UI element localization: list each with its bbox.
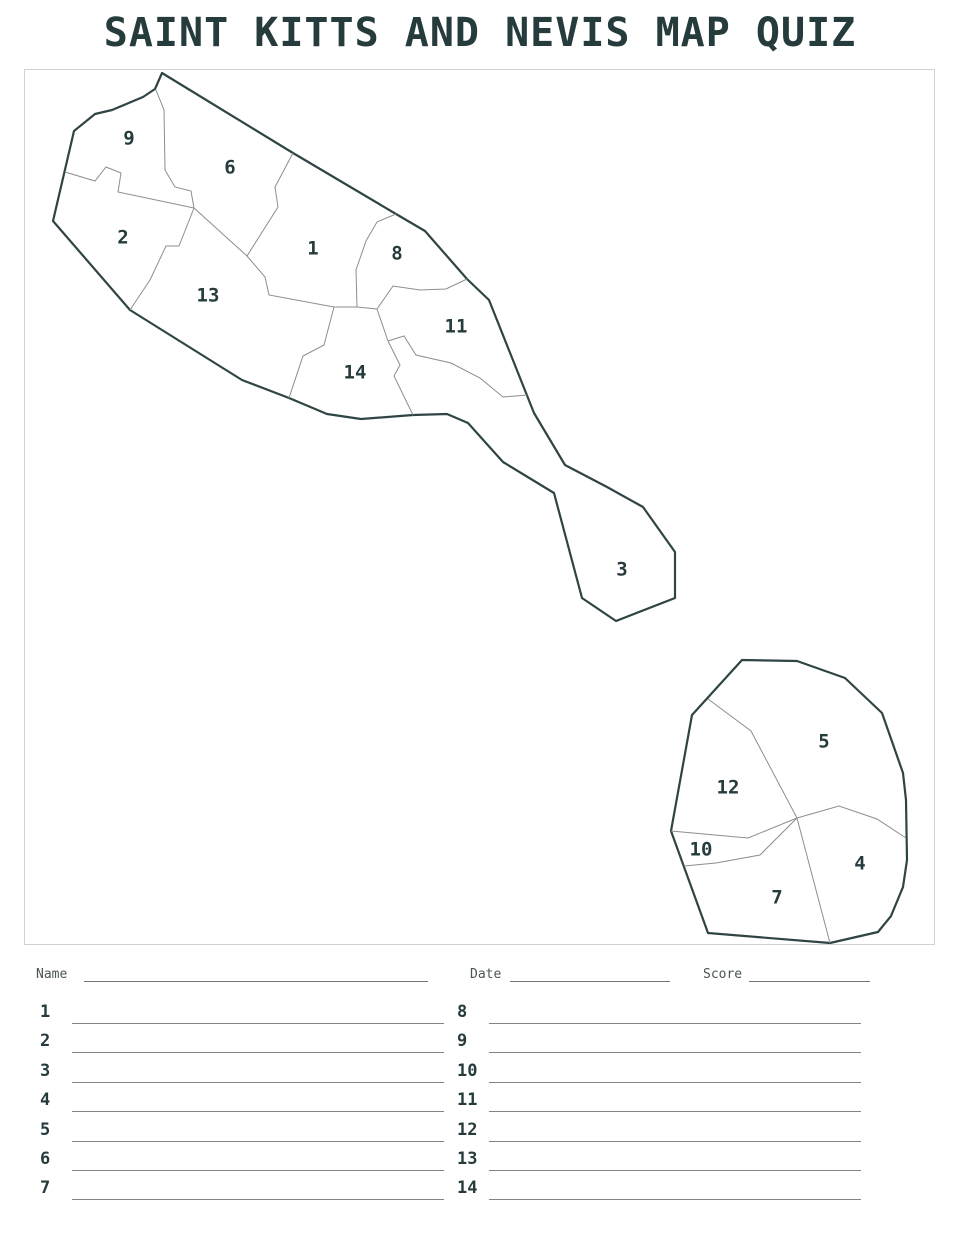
answer-number-9: 9 — [457, 1031, 468, 1051]
answer-number-1: 1 — [40, 1002, 51, 1022]
answer-field-2[interactable] — [72, 1052, 444, 1053]
region-label-5: 5 — [818, 730, 830, 753]
region-label-11: 11 — [444, 315, 468, 338]
page-title: SAINT KITTS AND NEVIS MAP QUIZ — [103, 10, 857, 56]
nevis-boundaries — [671, 699, 906, 943]
answer-number-3: 3 — [40, 1061, 51, 1081]
answer-field-1[interactable] — [72, 1023, 444, 1024]
answer-field-12[interactable] — [489, 1141, 861, 1142]
answer-number-6: 6 — [40, 1149, 51, 1169]
answer-field-13[interactable] — [489, 1170, 861, 1171]
region-label-14: 14 — [343, 361, 367, 384]
region-label-3: 3 — [616, 558, 628, 581]
answer-field-10[interactable] — [489, 1082, 861, 1083]
nevis-outline — [671, 660, 907, 943]
answer-field-5[interactable] — [72, 1141, 444, 1142]
answer-field-9[interactable] — [489, 1052, 861, 1053]
answer-field-14[interactable] — [489, 1199, 861, 1200]
answer-field-8[interactable] — [489, 1023, 861, 1024]
answer-number-14: 14 — [457, 1178, 478, 1198]
answer-field-6[interactable] — [72, 1170, 444, 1171]
answer-number-13: 13 — [457, 1149, 478, 1169]
answer-number-11: 11 — [457, 1090, 478, 1110]
saint-kitts-outline — [53, 73, 675, 621]
region-label-2: 2 — [117, 226, 129, 249]
region-label-6: 6 — [224, 156, 236, 179]
region-label-4: 4 — [854, 852, 866, 875]
answer-number-8: 8 — [457, 1002, 468, 1022]
region-label-9: 9 — [123, 127, 135, 150]
answer-number-7: 7 — [40, 1178, 51, 1198]
answer-field-11[interactable] — [489, 1111, 861, 1112]
answer-field-3[interactable] — [72, 1082, 444, 1083]
region-label-13: 13 — [196, 284, 220, 307]
name-label: Name — [36, 967, 68, 982]
answer-field-7[interactable] — [72, 1199, 444, 1200]
answer-number-5: 5 — [40, 1120, 51, 1140]
answer-number-2: 2 — [40, 1031, 51, 1051]
date-field[interactable] — [510, 981, 670, 982]
region-label-12: 12 — [716, 776, 740, 799]
date-label: Date — [470, 967, 502, 982]
region-label-10: 10 — [689, 838, 713, 861]
region-label-7: 7 — [771, 886, 783, 909]
name-field[interactable] — [84, 981, 428, 982]
answer-field-4[interactable] — [72, 1111, 444, 1112]
answer-number-12: 12 — [457, 1120, 478, 1140]
answer-number-10: 10 — [457, 1061, 478, 1081]
region-label-8: 8 — [391, 242, 403, 265]
region-label-1: 1 — [307, 237, 319, 260]
score-label: Score — [703, 967, 743, 982]
score-field[interactable] — [749, 981, 870, 982]
answer-number-4: 4 — [40, 1090, 51, 1110]
